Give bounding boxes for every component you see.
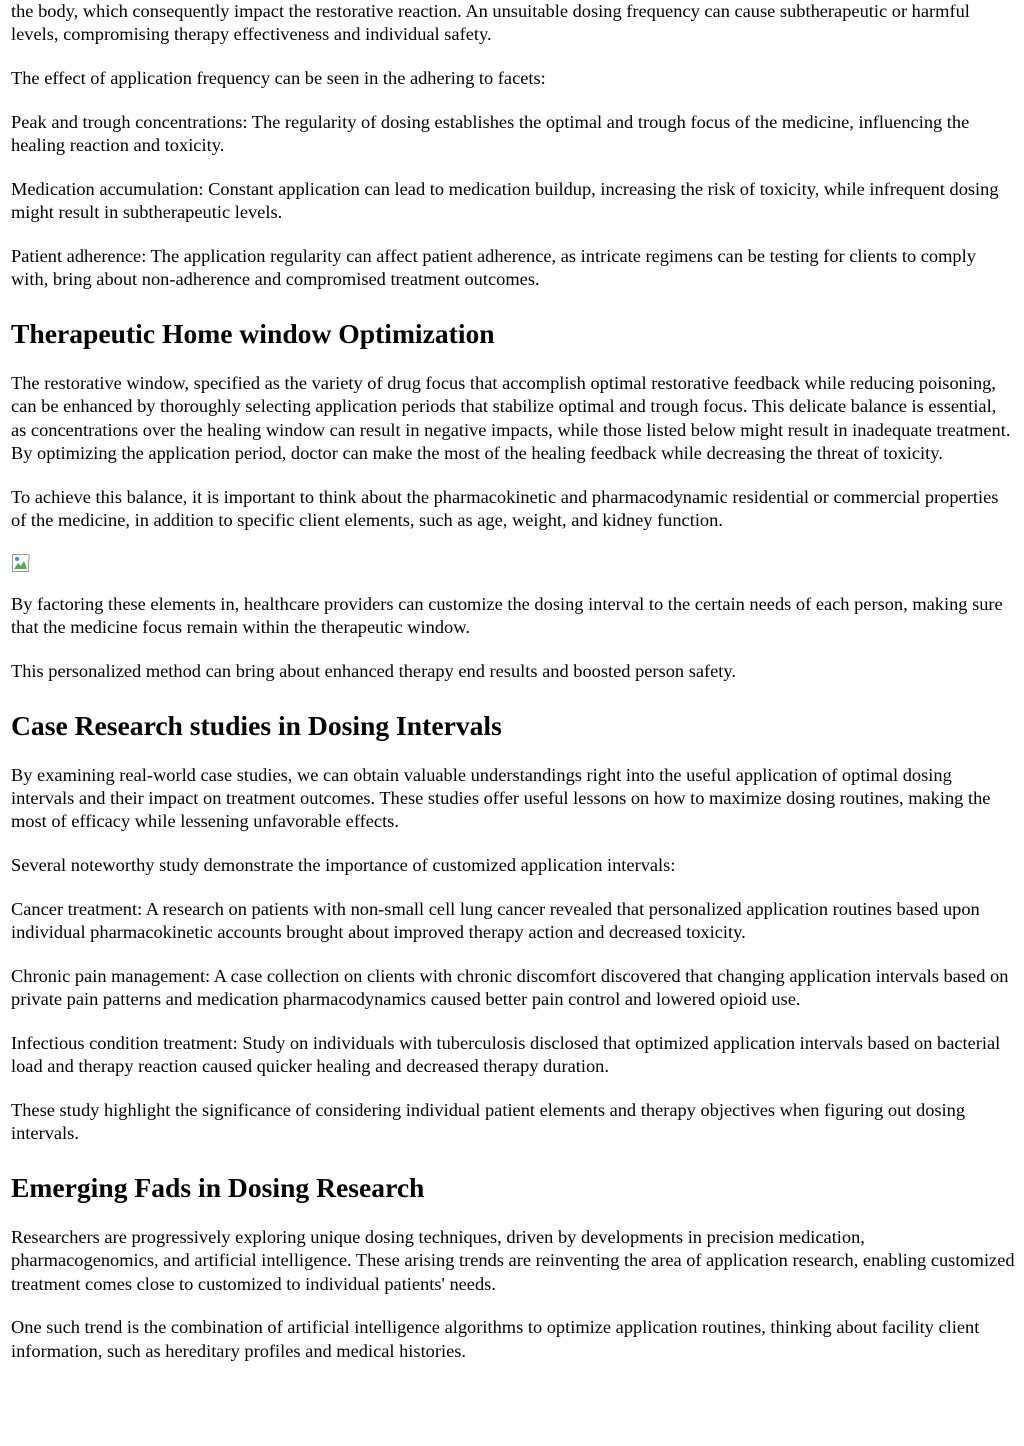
paragraph: Chronic pain management: A case collection on clients with chronic discomfort discovered that changing application intervals based on private pain patterns and medication pharmacodynamics caused better pain control and lowered opioid use. xyxy=(11,965,1009,1010)
paragraph: The restorative window, specified as the variety of drug focus that accomplish optimal restorative feedback while reducing poisoning, can be enhanced by thoroughly selecting application periods that stabilize optimal and trough focus. This delicate balance is essential, as concentrations over the healing window can result in negative impacts, while those listed below might result in inadequate treatment. By optimizing the application period, doctor can make the most of the healing feedback while decreasing the threat of toxicity. xyxy=(11,373,1011,463)
section-heading: Therapeutic Home window Optimization xyxy=(11,318,495,350)
paragraph: Medication accumulation: Constant application can lead to medication buildup, increasing the risk of toxicity, while infrequent dosing might result in subtherapeutic levels. xyxy=(11,178,999,222)
paragraph: Researchers are progressively exploring unique dosing techniques, driven by developments in precision medication, pharmacogenomics, and artificial intelligence. These arising trends are reinventing the area of application research, enabling customized treatment comes close to customized to individual patients' needs. xyxy=(11,1227,1015,1294)
paragraph: By examining real-world case studies, we can obtain valuable understandings right into the useful application of optimal dosing intervals and their impact on treatment outcomes. These studies offer useful lessons on how to maximize dosing routines, making the most of efficacy while lessening unfavorable effects. xyxy=(11,764,991,832)
paragraph: This personalized method can bring about enhanced therapy end results and boosted person safety. xyxy=(11,660,737,681)
paragraph: Cancer treatment: A research on patients with non-small cell lung cancer revealed that personalized application routines based upon individual pharmacokinetic accounts brought about improved therapy action and decreased toxicity. xyxy=(11,898,980,943)
paragraph: One such trend is the combination of artificial intelligence algorithms to optimize application routines, thinking about facility client information, such as hereditary profiles and medical histories. xyxy=(11,1317,980,1361)
paragraph: The effect of application frequency can be seen in the adhering to facets: xyxy=(11,68,546,88)
section-heading: Emerging Fads in Dosing Research xyxy=(11,1172,425,1204)
paragraph: Several noteworthy study demonstrate the importance of customized application intervals: xyxy=(11,855,676,876)
paragraph: the body, which consequently impact the restorative reaction. An unsuitable dosing frequency can cause subtherapeutic or harmful levels, compromising therapy effectiveness and individual safety. xyxy=(11,1,970,45)
paragraph: Peak and trough concentrations: The regularity of dosing establishes the optimal and trough focus of the medicine, influencing the healing reaction and toxicity. xyxy=(11,111,970,155)
paragraph: By factoring these elements in, healthcare providers can customize the dosing interval to the certain needs of each person, making sure that the medicine focus remain within the therapeutic window. xyxy=(11,593,1003,637)
article-page xyxy=(11,0,1016,1383)
paragraph: Infectious condition treatment: Study on individuals with tuberculosis disclosed that optimized application intervals based on bacterial load and therapy reaction caused quicker healing and decreased therapy duration. xyxy=(11,1032,1001,1077)
broken-image-icon xyxy=(11,553,31,573)
section-heading: Case Research studies in Dosing Intervals xyxy=(11,709,502,741)
paragraph: These study highlight the significance of considering individual patient elements and therapy objectives when figuring out dosing intervals. xyxy=(11,1099,966,1144)
paragraph: Patient adherence: The application regularity can affect patient adherence, as intricate regimens can be testing for clients to comply with, bring about non-adherence and compromised treatment outcomes. xyxy=(11,245,976,289)
paragraph: To achieve this balance, it is important to think about the pharmacokinetic and pharmacodynamic residential or commercial properties of the medicine, in addition to specific client elements, such as age, weight, and kidney function. xyxy=(11,486,999,530)
